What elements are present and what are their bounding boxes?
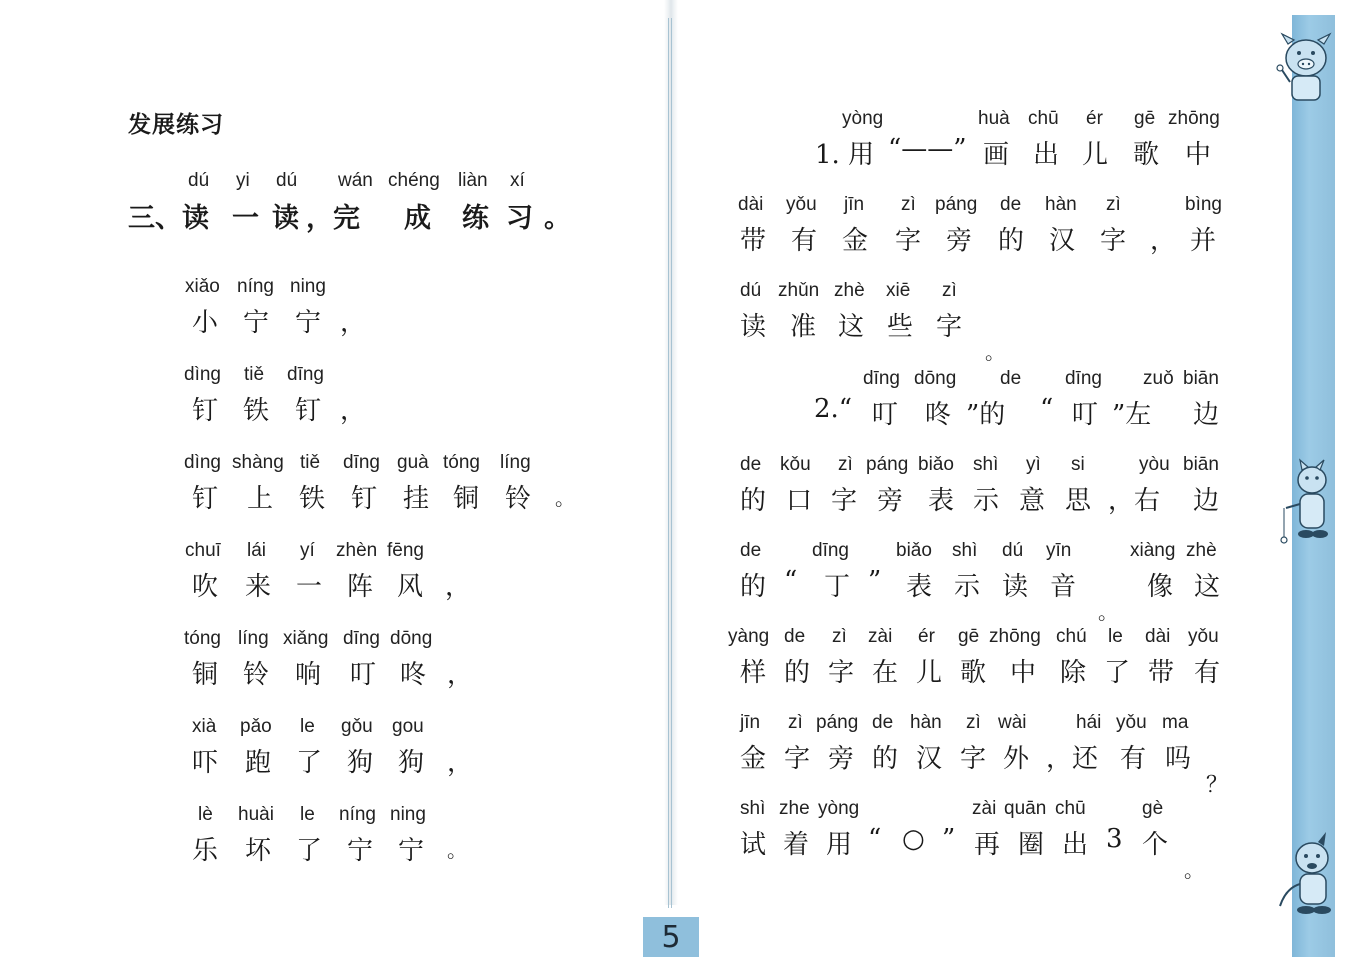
hanzi: ， <box>1150 226 1177 256</box>
hanzi: 。 <box>1184 858 1204 882</box>
hanzi: 3 <box>1106 824 1123 854</box>
pinyin: shì <box>952 540 978 561</box>
hanzi: 除 <box>1060 658 1087 688</box>
pinyin: dìng <box>184 364 221 385</box>
pinyin: shì <box>740 798 766 819</box>
hanzi: 个 <box>1142 830 1169 860</box>
hanzi: 铜 <box>453 484 480 514</box>
pinyin: zì <box>966 712 981 733</box>
hanzi: 响 <box>295 660 322 690</box>
pinyin: gou <box>392 716 424 737</box>
pinyin: guà <box>397 452 429 473</box>
hanzi: 。 <box>985 340 1005 364</box>
pinyin: yí <box>300 540 315 561</box>
hanzi: 像 <box>1147 572 1174 602</box>
hanzi: 叮 <box>1072 400 1099 430</box>
hanzi: 出 <box>1033 140 1060 170</box>
pinyin: chéng <box>388 170 440 191</box>
hanzi: 宁 <box>347 836 374 866</box>
hanzi: 。 <box>447 838 467 862</box>
hanzi: 中 <box>1185 140 1212 170</box>
hanzi: 吓 <box>192 748 219 778</box>
hanzi: 叮 <box>872 400 899 430</box>
pinyin: de <box>740 454 762 475</box>
hanzi: 字 <box>936 312 963 342</box>
hanzi: 歌 <box>960 658 987 688</box>
hanzi: 咚 <box>400 660 427 690</box>
pinyin: de <box>872 712 894 733</box>
hanzi: 习 <box>506 203 533 234</box>
hanzi: 狗 <box>347 748 374 778</box>
hanzi: 阵 <box>347 572 374 602</box>
page-number-label: 5 <box>661 919 681 955</box>
instruction-line <box>0 626 1290 686</box>
pinyin: xí <box>510 170 525 191</box>
hanzi: 旁 <box>828 744 855 774</box>
pinyin: zhōng <box>989 626 1041 647</box>
pinyin: líng <box>500 452 531 473</box>
hanzi: 宁 <box>398 836 425 866</box>
pinyin: yi <box>236 170 250 191</box>
pinyin: pǎo <box>240 716 272 737</box>
pinyin: dīng <box>287 364 324 385</box>
pinyin: hái <box>1076 712 1102 733</box>
hanzi: ， <box>340 308 367 338</box>
hanzi: 字 <box>1100 226 1127 256</box>
hanzi: 边 <box>1193 486 1220 516</box>
hanzi: 着 <box>783 830 810 860</box>
pinyin: si <box>1071 454 1085 475</box>
pinyin: xià <box>192 716 217 737</box>
hanzi: 钉 <box>351 484 378 514</box>
hanzi: 铁 <box>243 396 270 426</box>
pinyin: zì <box>1106 194 1121 215</box>
pinyin: níng <box>237 276 274 297</box>
pinyin: yòng <box>842 108 884 129</box>
pinyin: de <box>1000 194 1022 215</box>
pinyin: fēng <box>387 540 424 561</box>
hanzi: 有 <box>791 226 818 256</box>
hanzi: 乐 <box>192 836 219 866</box>
hanzi: ， <box>447 660 474 690</box>
pinyin: yòng <box>818 798 860 819</box>
hanzi: 铜 <box>192 660 219 690</box>
pinyin: le <box>300 804 315 825</box>
hanzi: 了 <box>1104 658 1131 688</box>
hanzi: 金 <box>740 744 767 774</box>
pinyin: de <box>740 540 762 561</box>
instruction-line <box>0 798 1290 882</box>
hanzi: 外 <box>1003 744 1030 774</box>
hanzi: ”左 <box>1112 400 1152 430</box>
hanzi: 旁 <box>877 486 904 516</box>
pinyin: chū <box>1028 108 1059 129</box>
pinyin: gǒu <box>341 716 373 737</box>
page-number <box>643 917 699 957</box>
hanzi: ， <box>340 396 367 426</box>
instruction-line <box>0 712 1290 798</box>
hanzi: 中 <box>1010 658 1037 688</box>
pinyin: chú <box>1056 626 1087 647</box>
hanzi: ， <box>447 748 474 778</box>
hanzi: 。 <box>544 203 571 234</box>
pinyin: zhōng <box>1168 108 1220 129</box>
pinyin: biǎo <box>918 454 954 475</box>
hanzi: 用 <box>826 830 853 860</box>
pinyin: ning <box>390 804 426 825</box>
hanzi: 表 <box>906 572 933 602</box>
pinyin: dìng <box>184 452 221 473</box>
instruction-line <box>0 194 1290 254</box>
instruction-line <box>0 454 1290 514</box>
hanzi: 样 <box>740 658 767 688</box>
hanzi: 风 <box>397 572 424 602</box>
pinyin: zhǔn <box>778 280 820 301</box>
pinyin: de <box>1000 368 1022 389</box>
hanzi: 口 <box>786 486 813 516</box>
hanzi: 的 <box>784 658 811 688</box>
hanzi: 。 <box>555 486 575 510</box>
pinyin: lè <box>198 804 213 825</box>
hanzi: 些 <box>887 312 914 342</box>
pinyin: zì <box>838 454 853 475</box>
pinyin: ma <box>1162 712 1189 733</box>
pinyin: dú <box>188 170 210 191</box>
pinyin: zhèn <box>336 540 378 561</box>
pinyin: yì <box>1026 454 1041 475</box>
hanzi: 铁 <box>299 484 326 514</box>
hanzi: 字 <box>784 744 811 774</box>
hanzi: ” <box>942 824 956 854</box>
hanzi: 带 <box>740 226 767 256</box>
hanzi: 儿 <box>916 658 943 688</box>
hanzi: 。 <box>1098 600 1118 624</box>
pinyin: zhè <box>834 280 865 301</box>
pinyin: biān <box>1183 368 1219 389</box>
pinyin: biān <box>1183 454 1219 475</box>
hanzi: 宁 <box>243 308 270 338</box>
hanzi: 读 <box>272 203 299 234</box>
pinyin: xiàng <box>1130 540 1176 561</box>
pinyin: yīn <box>1046 540 1072 561</box>
pinyin: wài <box>998 712 1027 733</box>
hanzi: “——” <box>888 134 967 164</box>
hanzi: “ <box>784 566 798 596</box>
pinyin: yǒu <box>786 194 817 215</box>
pinyin: bìng <box>1185 194 1222 215</box>
hanzi: 歌 <box>1133 140 1160 170</box>
pinyin: dōng <box>914 368 957 389</box>
hanzi: 思 <box>1065 486 1092 516</box>
pinyin: líng <box>238 628 269 649</box>
hanzi: 示 <box>973 486 1000 516</box>
pinyin: xiǎng <box>283 628 329 649</box>
pinyin: dīng <box>343 628 380 649</box>
hanzi: ”的 <box>966 400 1006 430</box>
pinyin: shàng <box>232 452 284 473</box>
hanzi: 宁 <box>295 308 322 338</box>
pinyin: quān <box>1004 798 1047 819</box>
pinyin: zì <box>901 194 916 215</box>
pinyin: zhe <box>779 798 810 819</box>
pinyin: biǎo <box>896 540 932 561</box>
hanzi: ，还 <box>1046 744 1099 774</box>
pinyin: dīng <box>863 368 900 389</box>
pinyin: dú <box>740 280 762 301</box>
hanzi: 试 <box>740 830 767 860</box>
pinyin: kǒu <box>780 454 811 475</box>
pinyin: dīng <box>812 540 849 561</box>
pig-mascot-icon <box>1268 30 1338 105</box>
pinyin: xiē <box>886 280 911 301</box>
pinyin: dōng <box>390 628 433 649</box>
hanzi: 意 <box>1019 486 1046 516</box>
pinyin: zì <box>942 280 957 301</box>
hanzi: “ <box>868 824 882 854</box>
pinyin: le <box>300 716 315 737</box>
pinyin: zhè <box>1186 540 1217 561</box>
instruction-line <box>0 368 1290 428</box>
hanzi: ，完 <box>306 203 360 234</box>
hanzi: 表 <box>928 486 955 516</box>
hanzi: 金 <box>842 226 869 256</box>
pinyin: dīng <box>343 452 380 473</box>
pinyin: zài <box>972 798 997 819</box>
hanzi: 坏 <box>245 836 272 866</box>
instruction-line <box>0 108 1290 168</box>
hanzi: 字 <box>828 658 855 688</box>
hanzi: 狗 <box>398 748 425 778</box>
hanzi: 了 <box>296 748 323 778</box>
hanzi: 的 <box>740 486 767 516</box>
pinyin: yàng <box>728 626 770 647</box>
hanzi: 吹 <box>192 572 219 602</box>
pinyin: lái <box>247 540 267 561</box>
pinyin: yǒu <box>1116 712 1147 733</box>
pinyin: de <box>784 626 806 647</box>
hanzi: 钉 <box>192 484 219 514</box>
hanzi: 并 <box>1190 226 1217 256</box>
hanzi: 汉 <box>1049 226 1076 256</box>
pinyin: páng <box>866 454 909 475</box>
pinyin: zì <box>788 712 803 733</box>
pinyin: dīng <box>1065 368 1102 389</box>
hanzi: 小 <box>192 308 219 338</box>
hanzi: “ <box>1040 394 1054 424</box>
section-title: 发展练习 <box>128 112 224 138</box>
hanzi: 的 <box>872 744 899 774</box>
pinyin: gē <box>958 626 980 647</box>
pinyin: tóng <box>443 452 480 473</box>
hanzi: 成 <box>404 203 431 234</box>
pinyin: gè <box>1142 798 1164 819</box>
hanzi: 带 <box>1148 658 1175 688</box>
pinyin: jīn <box>844 194 865 215</box>
hanzi: 来 <box>245 572 272 602</box>
pinyin: chū <box>1055 798 1086 819</box>
hanzi: 边 <box>1193 400 1220 430</box>
hanzi: 儿 <box>1082 140 1109 170</box>
hanzi: ○ <box>902 824 925 854</box>
hanzi: 字 <box>831 486 858 516</box>
hanzi: 铃 <box>505 484 532 514</box>
pinyin: xiǎo <box>185 276 220 297</box>
hanzi: 在 <box>872 658 899 688</box>
pinyin: yǒu <box>1188 626 1219 647</box>
pinyin: gē <box>1134 108 1156 129</box>
hanzi: ，右 <box>1108 486 1161 516</box>
hanzi: 了 <box>296 836 323 866</box>
pinyin: tiě <box>244 364 265 385</box>
pinyin: níng <box>339 804 376 825</box>
hanzi: 吗 <box>1165 744 1192 774</box>
pinyin: wán <box>338 170 373 191</box>
hanzi: 读 <box>1002 572 1029 602</box>
hanzi: 有 <box>1120 744 1147 774</box>
hanzi: 旁 <box>946 226 973 256</box>
hanzi: 的 <box>740 572 767 602</box>
hanzi: 丁 <box>824 572 851 602</box>
hanzi: 再 <box>974 830 1001 860</box>
pinyin: dài <box>738 194 764 215</box>
pinyin: zuǒ <box>1143 368 1174 389</box>
hanzi: 钉 <box>192 396 219 426</box>
hanzi: 出 <box>1062 830 1089 860</box>
instruction-line <box>0 280 1290 364</box>
hanzi: 钉 <box>295 396 322 426</box>
hanzi: 1. 用 <box>815 140 875 170</box>
hanzi: 挂 <box>403 484 430 514</box>
pinyin: ér <box>918 626 935 647</box>
hanzi: 的 <box>998 226 1025 256</box>
hanzi: 画 <box>983 140 1010 170</box>
instruction-line <box>0 540 1290 624</box>
pinyin: huà <box>978 108 1010 129</box>
pinyin: tiě <box>300 452 321 473</box>
hanzi: 音 <box>1050 572 1077 602</box>
hanzi: 字 <box>960 744 987 774</box>
pinyin: zì <box>832 626 847 647</box>
hanzi: 跑 <box>245 748 272 778</box>
pinyin: tóng <box>184 628 221 649</box>
pinyin: liàn <box>458 170 488 191</box>
hanzi: 有 <box>1194 658 1221 688</box>
hanzi: ？ <box>1206 773 1229 798</box>
pinyin: páng <box>816 712 859 733</box>
pinyin: huài <box>238 804 274 825</box>
hanzi: 三、读 <box>128 203 209 234</box>
hanzi: 准 <box>790 312 817 342</box>
hanzi: 叮 <box>350 660 377 690</box>
pinyin: ér <box>1086 108 1103 129</box>
hanzi: ” <box>868 566 882 596</box>
pinyin: yòu <box>1139 454 1170 475</box>
hanzi: 咚 <box>925 400 952 430</box>
pinyin: le <box>1108 626 1123 647</box>
hanzi: 铃 <box>243 660 270 690</box>
pinyin: páng <box>935 194 978 215</box>
pinyin: shì <box>973 454 999 475</box>
hanzi: 一 <box>232 203 259 234</box>
pinyin: dú <box>1002 540 1024 561</box>
hanzi: 一 <box>296 572 323 602</box>
hanzi: 这 <box>838 312 865 342</box>
hanzi: ， <box>445 572 472 602</box>
hanzi: 示 <box>954 572 981 602</box>
pinyin: ning <box>290 276 326 297</box>
hanzi: 2.“ <box>814 394 853 424</box>
pinyin: zài <box>868 626 893 647</box>
hanzi: 这 <box>1194 572 1221 602</box>
pinyin: chuī <box>185 540 221 561</box>
hanzi: 字 <box>895 226 922 256</box>
hanzi: 练 <box>462 203 489 234</box>
hanzi: 汉 <box>916 744 943 774</box>
pinyin: dú <box>276 170 298 191</box>
hanzi: 圈 <box>1018 830 1045 860</box>
pinyin: hàn <box>1045 194 1077 215</box>
hanzi: 上 <box>247 484 274 514</box>
pinyin: dài <box>1145 626 1171 647</box>
pinyin: jīn <box>740 712 761 733</box>
hanzi: 读 <box>740 312 767 342</box>
pinyin: hàn <box>910 712 942 733</box>
